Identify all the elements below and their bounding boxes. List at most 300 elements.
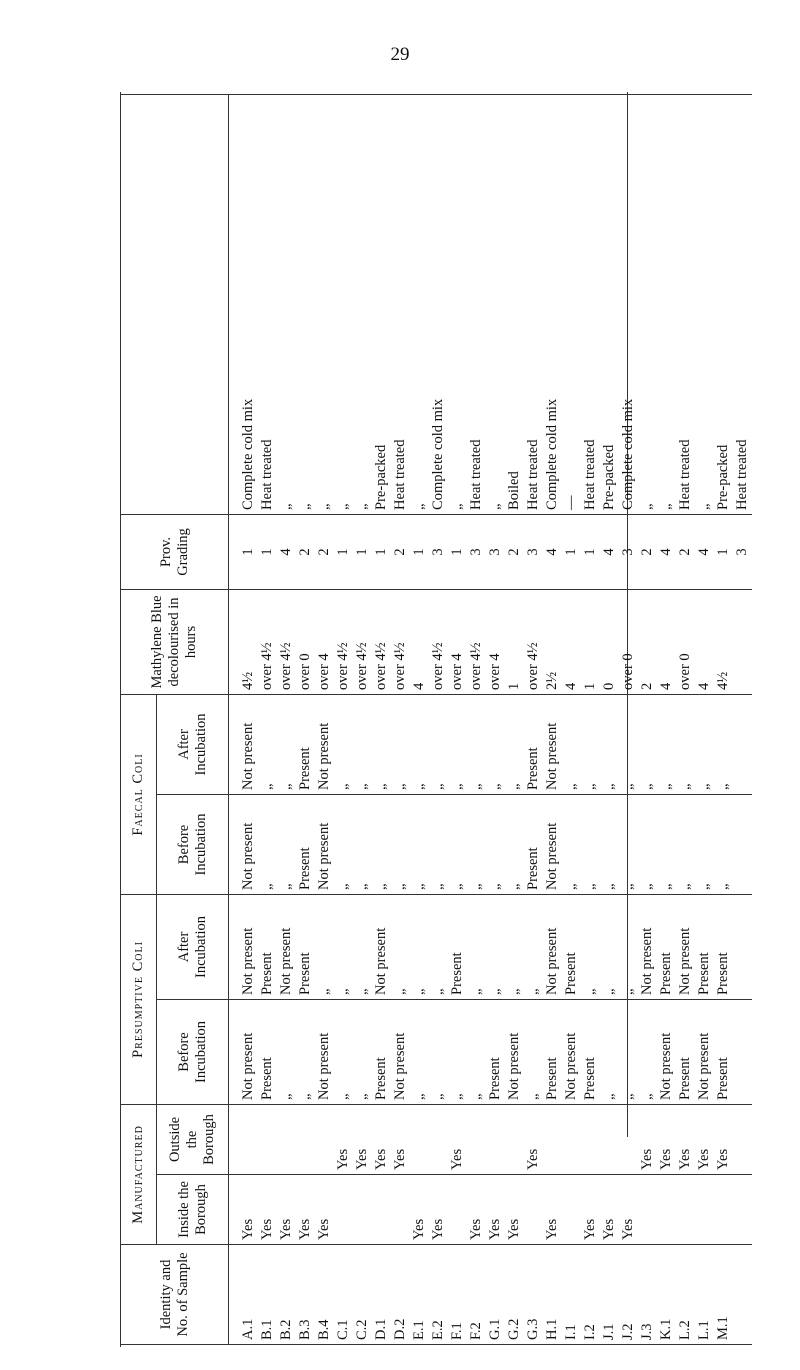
pc-after-cell: „ bbox=[391, 894, 410, 999]
fc-before-cell: „ bbox=[657, 794, 676, 894]
identity-header: Identity and No. of Sample bbox=[121, 1245, 229, 1345]
pc-after-cell: „ bbox=[410, 894, 429, 999]
pc-after-cell bbox=[733, 894, 752, 999]
grading-cell: 4 bbox=[600, 514, 619, 589]
remarks-cell: Heat treated bbox=[391, 94, 410, 514]
methylene-cell: over 4½ bbox=[334, 589, 353, 694]
pc-before-cell: Present bbox=[543, 999, 562, 1104]
table-row bbox=[505, 94, 524, 1344]
pc-after-cell: Present bbox=[714, 894, 733, 999]
grading-cell: 2 bbox=[676, 514, 695, 589]
pc-after-cell: „ bbox=[334, 894, 353, 999]
fc-before-cell: „ bbox=[467, 794, 486, 894]
grading-cell: 1 bbox=[714, 514, 733, 589]
fc-before-cell: „ bbox=[258, 794, 277, 894]
sample-id-cell: L.2 bbox=[676, 1245, 695, 1345]
remarks-cell: Heat treated bbox=[581, 94, 600, 514]
sample-id-cell: D.1 bbox=[372, 1245, 391, 1345]
remarks-cell: Heat treated bbox=[258, 94, 277, 514]
methylene-cell: over 4 bbox=[315, 589, 334, 694]
table-row bbox=[372, 94, 391, 1344]
sample-id-cell: J.1 bbox=[600, 1245, 619, 1345]
remarks-cell: „ bbox=[410, 94, 429, 514]
fc-after-cell: „ bbox=[372, 694, 391, 794]
pc-before-header: Before Incubation bbox=[157, 999, 229, 1104]
inside-borough-cell: Yes bbox=[410, 1175, 429, 1245]
methylene-cell bbox=[733, 589, 752, 694]
methylene-cell: 4½ bbox=[229, 589, 259, 694]
table-row bbox=[695, 94, 714, 1344]
sample-id-cell: M.1 bbox=[714, 1245, 733, 1345]
table-row bbox=[714, 94, 733, 1344]
outside-borough-cell bbox=[486, 1104, 505, 1174]
outside-borough-cell: Yes bbox=[714, 1104, 733, 1174]
outside-borough-cell: Yes bbox=[391, 1104, 410, 1174]
sample-id-cell: B.4 bbox=[315, 1245, 334, 1345]
fc-before-cell bbox=[733, 794, 752, 894]
fc-after-cell: „ bbox=[695, 694, 714, 794]
inside-borough-cell: Yes bbox=[543, 1175, 562, 1245]
pc-after-cell: „ bbox=[467, 894, 486, 999]
fc-after-cell: Present bbox=[296, 694, 315, 794]
table-row bbox=[676, 94, 695, 1344]
fc-after-cell: „ bbox=[600, 694, 619, 794]
pc-before-cell: „ bbox=[524, 999, 543, 1104]
sample-id-cell: E.1 bbox=[410, 1245, 429, 1345]
fc-after-cell: „ bbox=[619, 694, 638, 794]
grading-cell: 4 bbox=[695, 514, 714, 589]
methylene-cell: over 4½ bbox=[391, 589, 410, 694]
pc-before-cell: Present bbox=[714, 999, 733, 1104]
table-row bbox=[334, 94, 353, 1344]
outside-borough-cell: Yes bbox=[657, 1104, 676, 1174]
pc-after-cell: „ bbox=[600, 894, 619, 999]
fc-after-cell: „ bbox=[467, 694, 486, 794]
grading-cell: 2 bbox=[315, 514, 334, 589]
outside-borough-header: Outside the Borough bbox=[157, 1104, 229, 1174]
outside-borough-cell bbox=[543, 1104, 562, 1174]
fc-before-cell: „ bbox=[676, 794, 695, 894]
table-row bbox=[619, 94, 638, 1344]
fc-before-cell: „ bbox=[486, 794, 505, 894]
pc-before-cell: Present bbox=[258, 999, 277, 1104]
inside-borough-cell: Yes bbox=[600, 1175, 619, 1245]
inside-borough-cell: Yes bbox=[429, 1175, 448, 1245]
grading-cell: 3 bbox=[429, 514, 448, 589]
pc-after-cell: „ bbox=[429, 894, 448, 999]
methylene-cell: over 4½ bbox=[524, 589, 543, 694]
table-row bbox=[581, 94, 600, 1344]
remarks-cell: „ bbox=[277, 94, 296, 514]
outside-borough-cell: Yes bbox=[353, 1104, 372, 1174]
table-row bbox=[258, 94, 277, 1344]
sample-id-cell: I.1 bbox=[562, 1245, 581, 1345]
fc-before-cell: Not present bbox=[543, 794, 562, 894]
pc-before-cell: „ bbox=[619, 999, 638, 1104]
outside-borough-cell bbox=[315, 1104, 334, 1174]
table-row bbox=[229, 94, 259, 1344]
sample-id-cell: F.1 bbox=[448, 1245, 467, 1345]
pc-after-cell: Not present bbox=[676, 894, 695, 999]
pc-before-cell: Present bbox=[486, 999, 505, 1104]
outside-borough-cell bbox=[296, 1104, 315, 1174]
outside-borough-cell bbox=[562, 1104, 581, 1174]
fc-after-cell: „ bbox=[410, 694, 429, 794]
fc-after-cell: Present bbox=[524, 694, 543, 794]
pc-before-cell: „ bbox=[429, 999, 448, 1104]
pc-after-cell: „ bbox=[524, 894, 543, 999]
sample-id-cell: C.1 bbox=[334, 1245, 353, 1345]
fc-after-cell bbox=[733, 694, 752, 794]
fc-after-cell: „ bbox=[353, 694, 372, 794]
pc-before-cell: „ bbox=[334, 999, 353, 1104]
fc-before-cell: „ bbox=[638, 794, 657, 894]
inside-borough-cell: Yes bbox=[277, 1175, 296, 1245]
remarks-cell: „ bbox=[334, 94, 353, 514]
grading-cell: 3 bbox=[524, 514, 543, 589]
manufactured-header: Manufactured bbox=[121, 1104, 157, 1244]
fc-before-cell: „ bbox=[372, 794, 391, 894]
remarks-cell: Pre-packed bbox=[372, 94, 391, 514]
remarks-cell: Heat treated bbox=[467, 94, 486, 514]
table-row bbox=[562, 94, 581, 1344]
fc-after-cell: „ bbox=[638, 694, 657, 794]
pc-before-cell: Present bbox=[676, 999, 695, 1104]
pc-before-cell: „ bbox=[410, 999, 429, 1104]
grading-cell: 4 bbox=[277, 514, 296, 589]
methylene-cell: over 4½ bbox=[467, 589, 486, 694]
remarks-cell: „ bbox=[353, 94, 372, 514]
sample-id-cell: G.3 bbox=[524, 1245, 543, 1345]
remarks-cell: Heat treated bbox=[676, 94, 695, 514]
pc-before-cell: Not present bbox=[505, 999, 524, 1104]
table-row bbox=[315, 94, 334, 1344]
sample-id-cell: E.2 bbox=[429, 1245, 448, 1345]
remarks-cell: Heat treated bbox=[733, 94, 752, 514]
table-body bbox=[229, 94, 753, 1344]
inside-borough-cell bbox=[562, 1175, 581, 1245]
pc-after-cell: „ bbox=[486, 894, 505, 999]
inside-borough-cell bbox=[372, 1175, 391, 1245]
methylene-cell: over 4 bbox=[448, 589, 467, 694]
grading-header: Prov. Grading bbox=[121, 514, 229, 589]
table-row bbox=[600, 94, 619, 1344]
pc-after-header: After Incubation bbox=[157, 894, 229, 999]
methylene-cell: 4 bbox=[562, 589, 581, 694]
outside-borough-cell bbox=[429, 1104, 448, 1174]
table-row bbox=[429, 94, 448, 1344]
pc-before-cell: Not present bbox=[695, 999, 714, 1104]
sample-id-cell: K.1 bbox=[657, 1245, 676, 1345]
grading-cell: 1 bbox=[258, 514, 277, 589]
inside-borough-header: Inside the Borough bbox=[157, 1175, 229, 1245]
outside-borough-cell bbox=[277, 1104, 296, 1174]
sample-id-cell bbox=[733, 1245, 752, 1345]
methylene-cell: over 0 bbox=[676, 589, 695, 694]
pc-after-cell: „ bbox=[581, 894, 600, 999]
fc-after-cell: „ bbox=[657, 694, 676, 794]
table-row bbox=[638, 94, 657, 1344]
outside-borough-cell: Yes bbox=[448, 1104, 467, 1174]
outside-borough-cell bbox=[581, 1104, 600, 1174]
fc-after-cell: „ bbox=[334, 694, 353, 794]
remarks-cell: Boiled bbox=[505, 94, 524, 514]
table-row bbox=[543, 94, 562, 1344]
grading-cell: 1 bbox=[372, 514, 391, 589]
pc-after-cell: Present bbox=[657, 894, 676, 999]
fc-after-cell: „ bbox=[714, 694, 733, 794]
pc-before-cell: Present bbox=[581, 999, 600, 1104]
table-row bbox=[448, 94, 467, 1344]
methylene-cell: 4 bbox=[657, 589, 676, 694]
table-row bbox=[486, 94, 505, 1344]
methylene-header: Mathylene Blue decolourised in hours bbox=[121, 589, 229, 694]
pc-after-cell: „ bbox=[353, 894, 372, 999]
inside-borough-cell bbox=[695, 1175, 714, 1245]
fc-before-cell: „ bbox=[391, 794, 410, 894]
inside-borough-cell bbox=[391, 1175, 410, 1245]
pc-before-cell: „ bbox=[638, 999, 657, 1104]
methylene-cell: over 4½ bbox=[429, 589, 448, 694]
table-row bbox=[410, 94, 429, 1344]
fc-before-cell: Present bbox=[524, 794, 543, 894]
pc-after-cell: Not present bbox=[229, 894, 259, 999]
grading-cell: 3 bbox=[619, 514, 638, 589]
grading-cell: 1 bbox=[448, 514, 467, 589]
outside-borough-cell bbox=[229, 1104, 259, 1174]
pc-after-cell: Present bbox=[562, 894, 581, 999]
sample-id-cell: D.2 bbox=[391, 1245, 410, 1345]
remarks-cell: Complete cold mix bbox=[619, 94, 638, 514]
outside-borough-cell bbox=[258, 1104, 277, 1174]
fc-after-cell: „ bbox=[277, 694, 296, 794]
fc-after-cell: „ bbox=[562, 694, 581, 794]
inside-borough-cell bbox=[524, 1175, 543, 1245]
pc-before-cell bbox=[733, 999, 752, 1104]
rotated-table-wrapper bbox=[120, 95, 750, 1345]
remarks-cell: Heat treated bbox=[524, 94, 543, 514]
methylene-cell: over 0 bbox=[296, 589, 315, 694]
table-row bbox=[296, 94, 315, 1344]
grading-cell: 2 bbox=[638, 514, 657, 589]
remarks-cell: „ bbox=[695, 94, 714, 514]
methylene-cell: over 4½ bbox=[277, 589, 296, 694]
fc-before-cell: „ bbox=[505, 794, 524, 894]
methylene-cell: over 4½ bbox=[353, 589, 372, 694]
sample-id-cell: G.2 bbox=[505, 1245, 524, 1345]
outside-borough-cell: Yes bbox=[695, 1104, 714, 1174]
methylene-cell: over 4½ bbox=[372, 589, 391, 694]
methylene-cell: 1 bbox=[505, 589, 524, 694]
inside-borough-cell bbox=[334, 1175, 353, 1245]
outside-borough-cell bbox=[410, 1104, 429, 1174]
methylene-cell: over 0 bbox=[619, 589, 638, 694]
pc-before-cell: Not present bbox=[229, 999, 259, 1104]
table-row bbox=[524, 94, 543, 1344]
pc-after-cell: Present bbox=[448, 894, 467, 999]
fc-after-cell: „ bbox=[448, 694, 467, 794]
methylene-cell: 4 bbox=[410, 589, 429, 694]
fc-after-cell: „ bbox=[676, 694, 695, 794]
fc-before-header: Before Incubation bbox=[157, 794, 229, 894]
fc-before-cell: Not present bbox=[315, 794, 334, 894]
pc-before-cell: „ bbox=[296, 999, 315, 1104]
methylene-cell: over 4 bbox=[486, 589, 505, 694]
remarks-cell: „ bbox=[296, 94, 315, 514]
fc-before-cell: „ bbox=[619, 794, 638, 894]
pc-after-cell: „ bbox=[505, 894, 524, 999]
sample-id-cell: B.2 bbox=[277, 1245, 296, 1345]
inside-borough-cell: Yes bbox=[581, 1175, 600, 1245]
remarks-cell: Complete cold mix bbox=[543, 94, 562, 514]
outside-borough-cell bbox=[467, 1104, 486, 1174]
inside-borough-cell: Yes bbox=[296, 1175, 315, 1245]
grading-cell: 2 bbox=[505, 514, 524, 589]
methylene-cell: over 4½ bbox=[258, 589, 277, 694]
fc-after-header: After Incubation bbox=[157, 694, 229, 794]
fc-after-cell: „ bbox=[581, 694, 600, 794]
pc-before-cell: Not present bbox=[391, 999, 410, 1104]
grading-cell: 2 bbox=[296, 514, 315, 589]
sample-id-cell: B.1 bbox=[258, 1245, 277, 1345]
fc-before-cell: „ bbox=[581, 794, 600, 894]
fc-before-cell: „ bbox=[353, 794, 372, 894]
pc-before-cell: „ bbox=[448, 999, 467, 1104]
pc-after-cell: Present bbox=[695, 894, 714, 999]
outside-borough-cell bbox=[733, 1104, 752, 1174]
inside-borough-cell: Yes bbox=[315, 1175, 334, 1245]
outside-borough-cell: Yes bbox=[334, 1104, 353, 1174]
inside-borough-cell: Yes bbox=[467, 1175, 486, 1245]
pc-after-cell: Present bbox=[258, 894, 277, 999]
sample-id-cell: I.2 bbox=[581, 1245, 600, 1345]
ice-cream-sample-table bbox=[120, 94, 752, 1345]
page-number: 29 bbox=[390, 44, 410, 65]
sample-id-cell: J.2 bbox=[619, 1245, 638, 1345]
remarks-cell: — bbox=[562, 94, 581, 514]
grading-cell: 1 bbox=[410, 514, 429, 589]
sample-id-cell: C.2 bbox=[353, 1245, 372, 1345]
grading-cell: 1 bbox=[581, 514, 600, 589]
remarks-cell: „ bbox=[486, 94, 505, 514]
pc-before-cell: „ bbox=[277, 999, 296, 1104]
grading-cell: 4 bbox=[657, 514, 676, 589]
remarks-header bbox=[121, 94, 229, 514]
fc-after-cell: Not present bbox=[229, 694, 259, 794]
sample-id-cell: F.2 bbox=[467, 1245, 486, 1345]
grading-cell: 2 bbox=[391, 514, 410, 589]
inside-borough-cell bbox=[638, 1175, 657, 1245]
inside-borough-cell bbox=[676, 1175, 695, 1245]
grading-cell: 1 bbox=[229, 514, 259, 589]
remarks-cell: „ bbox=[448, 94, 467, 514]
table-row bbox=[391, 94, 410, 1344]
grading-cell: 1 bbox=[562, 514, 581, 589]
table-row bbox=[657, 94, 676, 1344]
pc-before-cell: „ bbox=[600, 999, 619, 1104]
methylene-cell: 2½ bbox=[543, 589, 562, 694]
fc-before-cell: „ bbox=[410, 794, 429, 894]
fc-after-cell: „ bbox=[391, 694, 410, 794]
remarks-cell: „ bbox=[315, 94, 334, 514]
fc-before-cell: „ bbox=[429, 794, 448, 894]
sample-id-cell: L.1 bbox=[695, 1245, 714, 1345]
outside-borough-cell bbox=[505, 1104, 524, 1174]
remarks-cell: Pre-packed bbox=[714, 94, 733, 514]
remarks-cell: „ bbox=[638, 94, 657, 514]
outside-borough-cell: Yes bbox=[638, 1104, 657, 1174]
fc-before-cell: Present bbox=[296, 794, 315, 894]
inside-borough-cell bbox=[714, 1175, 733, 1245]
pc-before-cell: „ bbox=[467, 999, 486, 1104]
presumptive-coli-header: Presumptive Coli bbox=[121, 894, 157, 1104]
methylene-cell: 4 bbox=[695, 589, 714, 694]
fc-after-cell: „ bbox=[505, 694, 524, 794]
sample-id-cell: A.1 bbox=[229, 1245, 259, 1345]
inside-borough-cell bbox=[733, 1175, 752, 1245]
outside-borough-cell: Yes bbox=[524, 1104, 543, 1174]
fc-after-cell: „ bbox=[429, 694, 448, 794]
fc-after-cell: „ bbox=[258, 694, 277, 794]
inside-borough-cell bbox=[657, 1175, 676, 1245]
inside-borough-cell bbox=[448, 1175, 467, 1245]
faecal-coli-header: Faecal Coli bbox=[121, 694, 157, 894]
outside-borough-cell bbox=[600, 1104, 619, 1174]
sample-id-cell: G.1 bbox=[486, 1245, 505, 1345]
methylene-cell: 1 bbox=[581, 589, 600, 694]
methylene-cell: 4½ bbox=[714, 589, 733, 694]
grading-cell: 1 bbox=[334, 514, 353, 589]
inside-borough-cell: Yes bbox=[619, 1175, 638, 1245]
grading-cell: 1 bbox=[353, 514, 372, 589]
pc-after-cell: Not present bbox=[277, 894, 296, 999]
fc-before-cell: „ bbox=[714, 794, 733, 894]
fc-before-cell: „ bbox=[334, 794, 353, 894]
pc-before-cell: Not present bbox=[315, 999, 334, 1104]
fc-after-cell: „ bbox=[486, 694, 505, 794]
fc-before-cell: Not present bbox=[229, 794, 259, 894]
pc-after-cell: „ bbox=[619, 894, 638, 999]
pc-before-cell: „ bbox=[353, 999, 372, 1104]
fc-before-cell: „ bbox=[695, 794, 714, 894]
inside-borough-cell: Yes bbox=[505, 1175, 524, 1245]
table-row bbox=[467, 94, 486, 1344]
pc-before-cell: Not present bbox=[657, 999, 676, 1104]
table-row bbox=[353, 94, 372, 1344]
methylene-cell: 0 bbox=[600, 589, 619, 694]
pc-before-cell: Present bbox=[372, 999, 391, 1104]
outside-borough-cell: Yes bbox=[676, 1104, 695, 1174]
pc-before-cell: Not present bbox=[562, 999, 581, 1104]
table-row bbox=[733, 94, 752, 1344]
pc-after-cell: Not present bbox=[372, 894, 391, 999]
fc-before-cell: „ bbox=[562, 794, 581, 894]
fc-before-cell: „ bbox=[600, 794, 619, 894]
inside-borough-cell: Yes bbox=[229, 1175, 259, 1245]
grading-cell: 4 bbox=[543, 514, 562, 589]
pc-after-cell: Not present bbox=[638, 894, 657, 999]
inside-borough-cell: Yes bbox=[258, 1175, 277, 1245]
remarks-cell: Complete cold mix bbox=[229, 94, 259, 514]
remarks-cell: Complete cold mix bbox=[429, 94, 448, 514]
remarks-cell: „ bbox=[657, 94, 676, 514]
inside-borough-cell: Yes bbox=[486, 1175, 505, 1245]
outside-borough-cell: Yes bbox=[372, 1104, 391, 1174]
fc-after-cell: Not present bbox=[315, 694, 334, 794]
sample-id-cell: H.1 bbox=[543, 1245, 562, 1345]
fc-before-cell: „ bbox=[448, 794, 467, 894]
methylene-cell: 2 bbox=[638, 589, 657, 694]
